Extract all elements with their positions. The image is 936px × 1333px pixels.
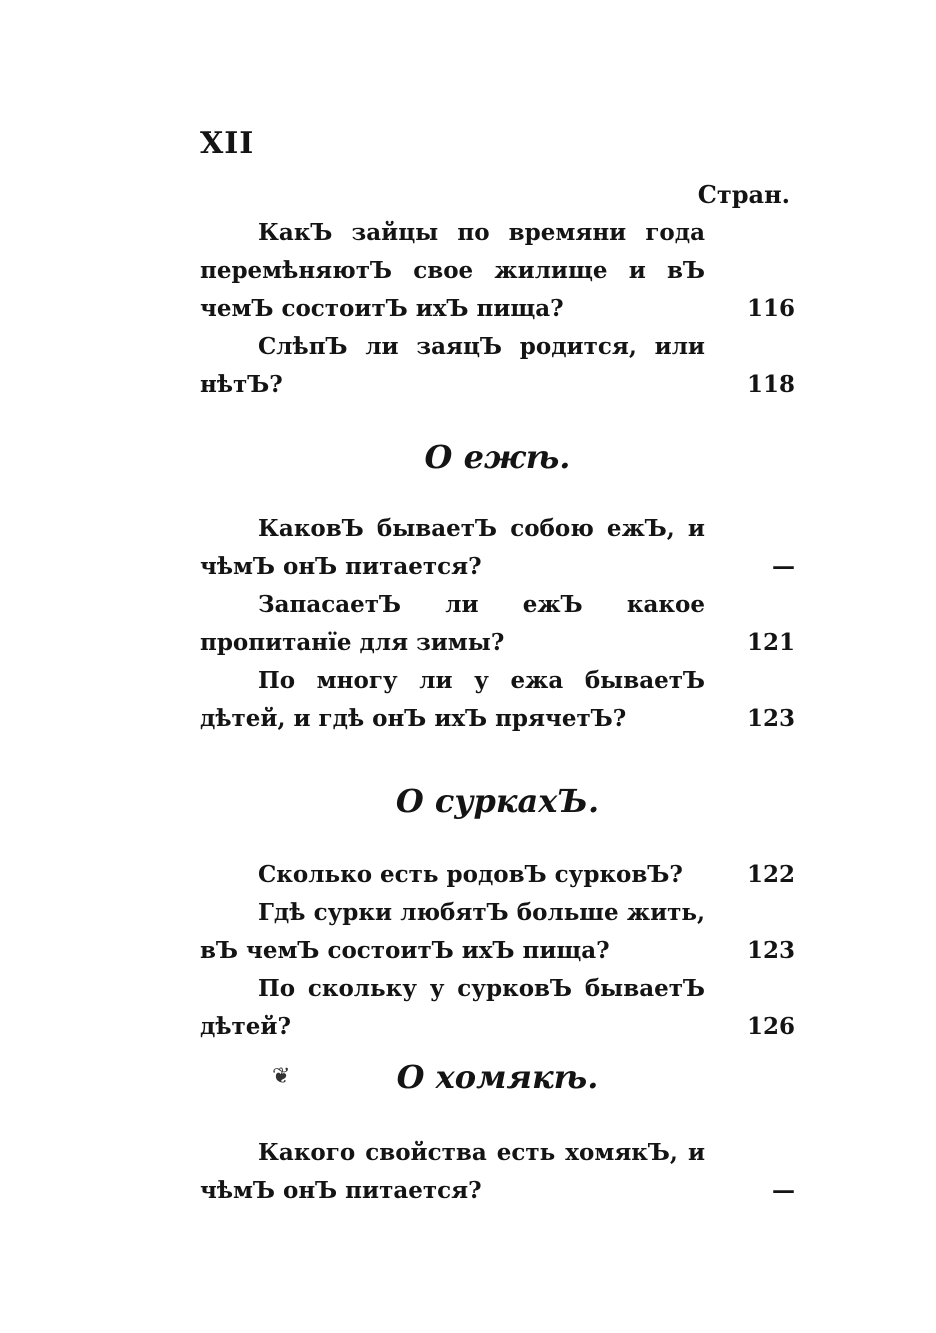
- toc-entry: [200, 894, 795, 970]
- toc-entry-text: ЗапасаетЪ ли ежЪ какое пропитанїе для зимы?: [200, 591, 705, 656]
- toc-entry-page: 116: [746, 295, 795, 322]
- toc-entry-text: Какого свойства есть хомякЪ, и чѣмЪ онЪ питается?: [200, 1139, 705, 1204]
- toc-entry: [200, 328, 795, 404]
- toc-group-hedgehog: [200, 510, 795, 738]
- toc-entry: [200, 662, 795, 738]
- toc-entry: [200, 1134, 795, 1210]
- toc-entry-text: Сколько есть родовЪ сурковЪ?: [258, 861, 683, 888]
- ornament-flourish-icon: ❦: [272, 1064, 291, 1089]
- toc-entry-page: 123: [746, 937, 795, 964]
- toc-entry: [200, 586, 795, 662]
- section-heading-hamster: О хомякѣ.: [396, 1058, 599, 1096]
- toc-entry-text: КаковЪ бываетЪ собою ежЪ, и чѣмЪ онЪ питается?: [200, 515, 705, 580]
- toc-group-hares: [200, 214, 795, 404]
- toc-entry-text: КакЪ зайцы по времяни года перемѣняютЪ свое жилище и вЪ чемЪ состоитЪ ихЪ пища?: [200, 219, 705, 322]
- toc-entry-page: 118: [746, 371, 795, 398]
- toc-entry-page: —: [772, 1177, 795, 1204]
- toc-entry: [200, 856, 795, 894]
- section-heading-hedgehog: О ежѣ.: [424, 438, 571, 476]
- toc-group-hamster: [200, 1134, 795, 1210]
- toc-entry-text: Гдѣ сурки любятЪ больше жить, вЪ чемЪ состоитЪ ихЪ пища?: [200, 899, 705, 964]
- toc-entry-page: 122: [746, 861, 795, 888]
- toc-entry-page: 121: [746, 629, 795, 656]
- page-number: XII: [200, 126, 255, 161]
- page-column-label: Стран.: [697, 180, 790, 209]
- toc-entry-page: —: [772, 553, 795, 580]
- toc-entry-page: 123: [746, 705, 795, 732]
- toc-entry-text: По многу ли у ежа бываетЪ дѣтей, и гдѣ онЪ ихЪ прячетЪ?: [200, 667, 705, 732]
- toc-entry: [200, 214, 795, 328]
- toc-entry: [200, 510, 795, 586]
- toc-entry-page: 126: [746, 1013, 795, 1040]
- toc-entry-text: СлѣпЪ ли заяцЪ родится, или нѣтЪ?: [200, 333, 705, 398]
- toc-entry-text: По скольку у сурковЪ бываетЪ дѣтей?: [200, 975, 705, 1040]
- toc-entry: [200, 970, 795, 1046]
- toc-group-marmots: [200, 856, 795, 1046]
- section-heading-marmots: О суркахЪ.: [395, 782, 600, 820]
